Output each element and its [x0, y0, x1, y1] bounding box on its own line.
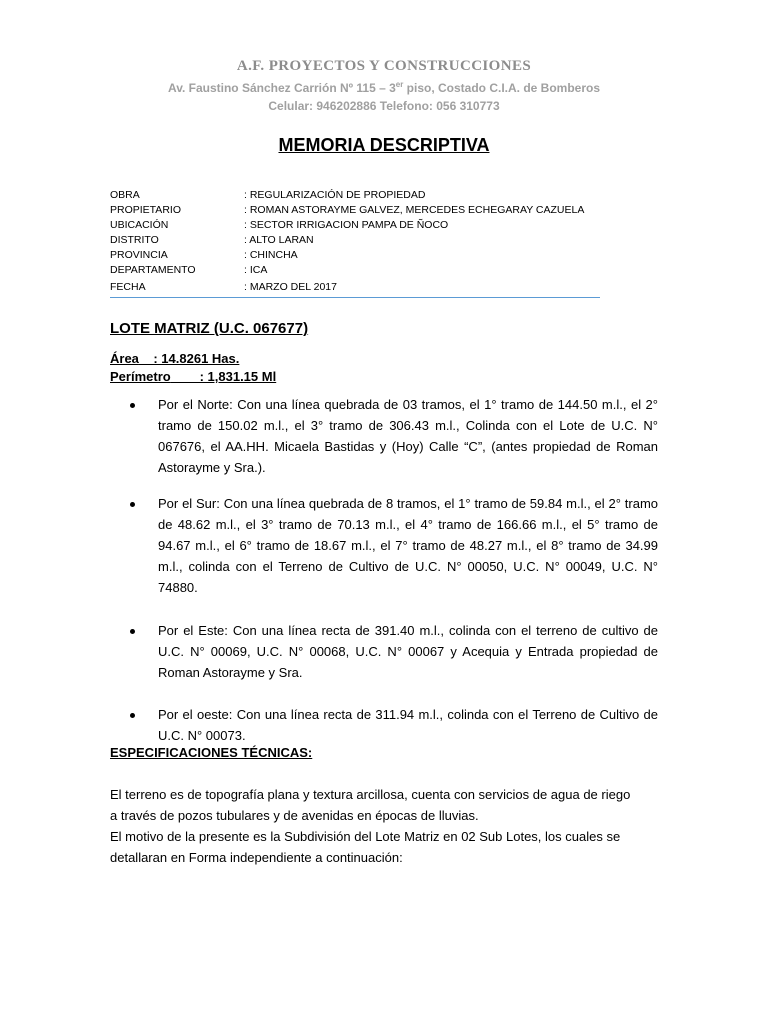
info-row-departamento — [110, 263, 610, 278]
info-label: PROVINCIA — [110, 249, 168, 261]
info-value: : CHINCHA — [244, 249, 298, 261]
area-value: : 14.8261 Has. — [138, 351, 240, 366]
address-main: Av. Faustino Sánchez Carrión Nº 115 – 3 — [167, 81, 396, 95]
info-row-obra — [110, 188, 610, 203]
list-item-text: Por el oeste: Con una línea recta de 311.94 m.l., colinda con el Terreno de Cultivo de U.C. N° 00073. — [158, 707, 658, 743]
info-value: : ROMAN ASTORAYME GALVEZ, MERCEDES ECHEGARAY CAZUELA — [244, 204, 585, 216]
info-label: FECHA — [110, 281, 146, 293]
info-label: PROPIETARIO — [110, 204, 181, 216]
list-item-text: Por el Norte: Con una línea quebrada de 03 tramos, el 1° tramo de 144.50 m.l., el 2° tramo de 150.02 m.l., el 3° tramo de 306.43 m.l., Colinda con el Lote de U.C. N° 067676, el AA.HH. Micaela Bastidas y (Hoy) Calle “C”, (antes propiedad de Roman Astorayme y Sra.). — [158, 397, 658, 475]
address-rest: piso, Costado C.I.A. de Bomberos — [403, 81, 601, 95]
area-label: Área — [110, 351, 139, 366]
info-value: : ICA — [244, 264, 268, 276]
list-item-text: Por el Sur: Con una línea quebrada de 8 tramos, el 1° tramo de 59.84 m.l., el 2° tramo de 48.62 m.l., el 3° tramo de 70.13 m.l., el 4° tramo de 166.66 m.l., el 5° tramo de 94.67 m.l., el 6° tramo de 18.67 m.l., el 7° tramo de 48.27 m.l., el 8° tramo de 34.99 m.l., colinda con el Terreno de Cultivo de U.C. N° 00050, U.C. N° 00049, U.C. N° 74880. — [158, 496, 658, 595]
address-superscript: er — [395, 80, 404, 89]
info-value: : ALTO LARAN — [244, 234, 314, 246]
info-row-provincia — [110, 248, 610, 263]
perimetro-value: : 1,831.15 Ml — [170, 369, 277, 384]
bullet-icon — [130, 713, 135, 718]
bullet-icon — [130, 403, 135, 408]
info-label: DEPARTAMENTO — [110, 264, 196, 276]
document-title: MEMORIA DESCRIPTIVA — [278, 135, 490, 155]
info-label: OBRA — [110, 189, 140, 201]
info-value: : REGULARIZACIÓN DE PROPIEDAD — [244, 189, 426, 201]
section-divider — [110, 297, 600, 298]
area-line — [110, 351, 239, 366]
specs-paragraph-2: El motivo de la presente es la Subdivisión del Lote Matriz en 02 Sub Lotes, los cuales se detallaran en Forma independiente a continuación: — [110, 829, 621, 865]
specs-paragraph-1: El terreno es de topografía plana y textura arcillosa, cuenta con servicios de agua de riego a través de pozos tubulares y de avenidas en épocas de lluvias. — [110, 787, 631, 823]
bullet-icon — [130, 629, 135, 634]
info-row-propietario — [110, 203, 610, 218]
info-value: : MARZO DEL 2017 — [244, 281, 337, 293]
info-value: : SECTOR IRRIGACION PAMPA DE ÑOCO — [244, 219, 449, 231]
perimetro-label: Perímetro — [110, 369, 171, 384]
company-phone: Celular: 946202886 Telefono: 056 310773 — [268, 99, 500, 113]
company-name: A.F. PROYECTOS Y CONSTRUCCIONES — [236, 58, 532, 74]
company-address — [0, 80, 768, 95]
info-row-fecha — [110, 280, 610, 295]
lote-title: LOTE MATRIZ (U.C. 067677) — [110, 320, 309, 337]
project-info-table — [110, 188, 610, 293]
info-label: DISTRITO — [110, 234, 159, 246]
info-label: UBICACIÓN — [110, 219, 169, 231]
specs-title: ESPECIFICACIONES TÉCNICAS: — [110, 745, 313, 760]
info-row-ubicacion — [110, 218, 610, 233]
bullet-icon — [130, 502, 135, 507]
perimetro-line — [110, 369, 276, 384]
list-item-text: Por el Este: Con una línea recta de 391.40 m.l., colinda con el terreno de cultivo de U.C. N° 00069, U.C. N° 00068, U.C. N° 00067 y Acequia y Entrada propiedad de Roman Astorayme y Sra. — [158, 623, 658, 680]
info-row-distrito — [110, 233, 610, 248]
